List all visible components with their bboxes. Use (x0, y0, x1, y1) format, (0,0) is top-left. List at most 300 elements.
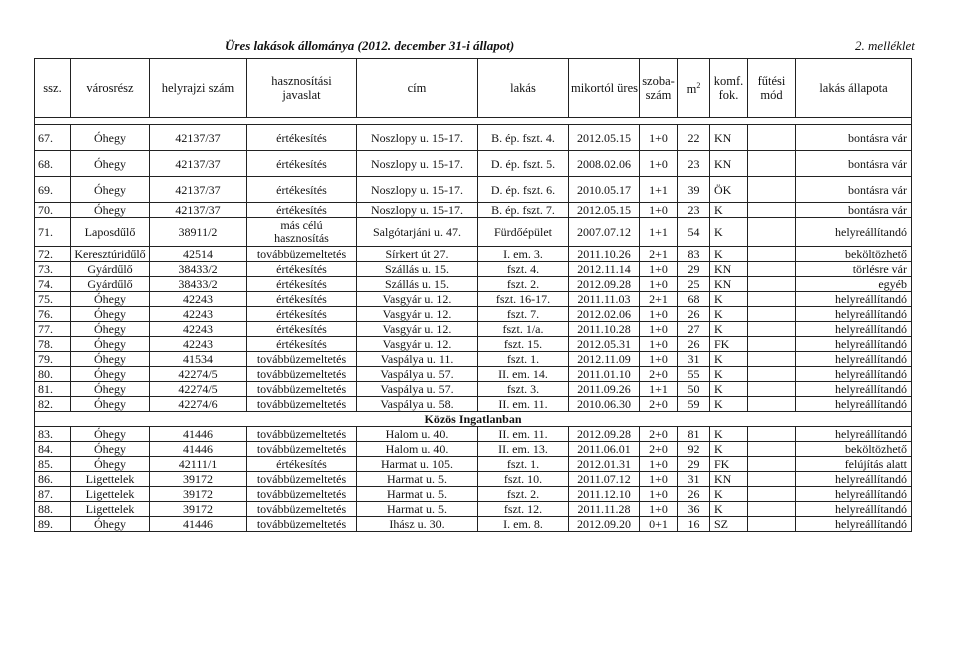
cell-javaslat: értékesítés (247, 292, 357, 307)
cell-mikortol: 2010.06.30 (569, 397, 640, 412)
table-row (35, 487, 912, 502)
table-row (35, 367, 912, 382)
cell-komf: K (710, 367, 748, 382)
cell-allapot: bontásra vár (796, 151, 912, 177)
cell-mikortol: 2010.05.17 (569, 177, 640, 203)
cell-komf: K (710, 203, 748, 218)
cell-ssz: 84. (35, 442, 71, 457)
cell-cim: Harmat u. 5. (357, 487, 478, 502)
cell-futesi (748, 382, 796, 397)
cell-cim: Vasgyár u. 12. (357, 337, 478, 352)
cell-hrsz: 42243 (150, 322, 247, 337)
cell-hrsz: 41446 (150, 442, 247, 457)
cell-komf: K (710, 487, 748, 502)
cell-allapot: beköltözhető (796, 247, 912, 262)
cell-hrsz: 42243 (150, 307, 247, 322)
cell-varosresz: Óhegy (71, 337, 150, 352)
cell-allapot: helyreállítandó (796, 367, 912, 382)
cell-cim: Vaspálya u. 57. (357, 382, 478, 397)
cell-m2: 31 (678, 352, 710, 367)
table-row (35, 442, 912, 457)
cell-hrsz: 42243 (150, 292, 247, 307)
table-row (35, 203, 912, 218)
cell-ssz: 73. (35, 262, 71, 277)
cell-m2: 22 (678, 125, 710, 151)
cell-mikortol: 2011.01.10 (569, 367, 640, 382)
cell-mikortol: 2011.12.10 (569, 487, 640, 502)
cell-cim: Vasgyár u. 12. (357, 307, 478, 322)
cell-m2: 55 (678, 367, 710, 382)
cell-allapot: egyéb (796, 277, 912, 292)
empty-flats-table (34, 58, 912, 532)
cell-javaslat-l1: más célú (280, 218, 323, 232)
cell-allapot: helyreállítandó (796, 517, 912, 532)
cell-cim: Vasgyár u. 12. (357, 322, 478, 337)
col-m2-base: m (686, 82, 697, 97)
cell-futesi (748, 277, 796, 292)
cell-szoba: 2+0 (640, 367, 678, 382)
cell-hrsz: 42137/37 (150, 177, 247, 203)
cell-hrsz: 41446 (150, 517, 247, 532)
cell-lakas: fszt. 1/a. (478, 322, 569, 337)
cell-futesi (748, 427, 796, 442)
table-row (35, 517, 912, 532)
cell-javaslat: értékesítés (247, 125, 357, 151)
col-szoba-l1: szoba- (642, 74, 675, 88)
cell-ssz: 88. (35, 502, 71, 517)
cell-m2: 29 (678, 262, 710, 277)
cell-mikortol: 2008.02.06 (569, 151, 640, 177)
cell-m2: 92 (678, 442, 710, 457)
col-lakas: lakás (478, 59, 569, 118)
table-row (35, 502, 912, 517)
cell-futesi (748, 487, 796, 502)
cell-mikortol: 2011.11.28 (569, 502, 640, 517)
cell-mikortol: 2012.09.20 (569, 517, 640, 532)
cell-futesi (748, 203, 796, 218)
cell-lakas: fszt. 16-17. (478, 292, 569, 307)
cell-hrsz: 42243 (150, 337, 247, 352)
cell-varosresz: Óhegy (71, 382, 150, 397)
cell-varosresz: Ligettelek (71, 472, 150, 487)
cell-mikortol: 2011.09.26 (569, 382, 640, 397)
cell-allapot: helyreállítandó (796, 397, 912, 412)
cell-futesi (748, 307, 796, 322)
cell-lakas: fszt. 1. (478, 457, 569, 472)
cell-cim: Vaspálya u. 58. (357, 397, 478, 412)
cell-komf: K (710, 322, 748, 337)
cell-varosresz: Óhegy (71, 322, 150, 337)
cell-allapot: helyreállítandó (796, 352, 912, 367)
cell-hrsz: 42274/5 (150, 382, 247, 397)
cell-lakas: B. ép. fszt. 7. (478, 203, 569, 218)
cell-m2: 50 (678, 382, 710, 397)
cell-komf: K (710, 502, 748, 517)
cell-futesi (748, 367, 796, 382)
cell-szoba: 1+1 (640, 177, 678, 203)
cell-javaslat: továbbüzemeltetés (247, 382, 357, 397)
cell-szoba: 1+0 (640, 151, 678, 177)
cell-javaslat: továbbüzemeltetés (247, 472, 357, 487)
cell-cim: Ihász u. 30. (357, 517, 478, 532)
cell-ssz: 71. (35, 218, 71, 247)
cell-javaslat: értékesítés (247, 337, 357, 352)
cell-futesi (748, 177, 796, 203)
cell-futesi (748, 517, 796, 532)
cell-hrsz: 38911/2 (150, 218, 247, 247)
cell-lakas: fszt. 2. (478, 277, 569, 292)
cell-allapot: törlésre vár (796, 262, 912, 277)
table-row (35, 352, 912, 367)
cell-ssz: 79. (35, 352, 71, 367)
cell-m2: 25 (678, 277, 710, 292)
cell-varosresz: Gyárdűlő (71, 262, 150, 277)
cell-javaslat: értékesítés (247, 322, 357, 337)
cell-allapot: helyreállítandó (796, 218, 912, 247)
col-szoba (640, 59, 678, 118)
cell-cim: Harmat u. 105. (357, 457, 478, 472)
cell-javaslat: értékesítés (247, 151, 357, 177)
cell-javaslat: továbbüzemeltetés (247, 352, 357, 367)
cell-javaslat-l2: hasznosítás (274, 231, 329, 245)
col-komf-l2: fok. (718, 88, 739, 102)
cell-javaslat: értékesítés (247, 203, 357, 218)
col-javaslat-l2: javaslat (282, 88, 321, 102)
cell-varosresz: Óhegy (71, 307, 150, 322)
cell-allapot: bontásra vár (796, 177, 912, 203)
cell-varosresz: Gyárdűlő (71, 277, 150, 292)
cell-varosresz: Óhegy (71, 352, 150, 367)
cell-komf: K (710, 382, 748, 397)
cell-m2: 29 (678, 457, 710, 472)
cell-komf: KN (710, 277, 748, 292)
cell-varosresz: Óhegy (71, 517, 150, 532)
table-row (35, 382, 912, 397)
table-row (35, 397, 912, 412)
col-varosresz: városrész (71, 59, 150, 118)
cell-mikortol: 2011.06.01 (569, 442, 640, 457)
cell-szoba: 1+1 (640, 382, 678, 397)
col-allapot: lakás állapota (796, 59, 912, 118)
cell-futesi (748, 337, 796, 352)
cell-mikortol: 2011.11.03 (569, 292, 640, 307)
cell-m2: 39 (678, 177, 710, 203)
cell-m2: 36 (678, 502, 710, 517)
col-futesi (748, 59, 796, 118)
cell-szoba: 1+0 (640, 307, 678, 322)
cell-futesi (748, 397, 796, 412)
cell-szoba: 1+0 (640, 277, 678, 292)
cell-mikortol: 2012.05.31 (569, 337, 640, 352)
cell-mikortol: 2012.11.14 (569, 262, 640, 277)
cell-szoba: 1+0 (640, 125, 678, 151)
cell-szoba: 1+0 (640, 487, 678, 502)
cell-ssz: 70. (35, 203, 71, 218)
table-row (35, 427, 912, 442)
cell-m2: 54 (678, 218, 710, 247)
cell-mikortol: 2012.05.15 (569, 203, 640, 218)
cell-javaslat: továbbüzemeltetés (247, 442, 357, 457)
cell-komf: K (710, 218, 748, 247)
cell-javaslat (247, 218, 357, 247)
cell-szoba: 1+0 (640, 203, 678, 218)
cell-mikortol: 2012.02.06 (569, 307, 640, 322)
table-row (35, 177, 912, 203)
cell-lakas: I. em. 8. (478, 517, 569, 532)
cell-javaslat: továbbüzemeltetés (247, 487, 357, 502)
section-label: Közös Ingatlanban (35, 412, 912, 427)
cell-szoba: 1+0 (640, 262, 678, 277)
cell-javaslat: továbbüzemeltetés (247, 517, 357, 532)
cell-hrsz: 38433/2 (150, 277, 247, 292)
cell-varosresz: Laposdűlő (71, 218, 150, 247)
cell-allapot: helyreállítandó (796, 487, 912, 502)
cell-komf: ÖK (710, 177, 748, 203)
col-futesi-l2: mód (760, 88, 783, 102)
cell-allapot: helyreállítandó (796, 427, 912, 442)
cell-m2: 26 (678, 337, 710, 352)
cell-hrsz: 41446 (150, 427, 247, 442)
cell-allapot: helyreállítandó (796, 337, 912, 352)
cell-javaslat: értékesítés (247, 277, 357, 292)
cell-varosresz: Ligettelek (71, 487, 150, 502)
table-row (35, 472, 912, 487)
col-komf (710, 59, 748, 118)
cell-ssz: 77. (35, 322, 71, 337)
cell-ssz: 85. (35, 457, 71, 472)
cell-komf: KN (710, 262, 748, 277)
table-row (35, 262, 912, 277)
cell-hrsz: 38433/2 (150, 262, 247, 277)
cell-mikortol: 2007.07.12 (569, 218, 640, 247)
cell-allapot: helyreállítandó (796, 292, 912, 307)
cell-komf: K (710, 247, 748, 262)
cell-cim: Halom u. 40. (357, 442, 478, 457)
cell-cim: Szállás u. 15. (357, 277, 478, 292)
cell-szoba: 0+1 (640, 517, 678, 532)
cell-ssz: 72. (35, 247, 71, 262)
cell-komf: KN (710, 151, 748, 177)
cell-szoba: 2+1 (640, 247, 678, 262)
cell-allapot: bontásra vár (796, 125, 912, 151)
cell-varosresz: Óhegy (71, 442, 150, 457)
col-ssz: ssz. (35, 59, 71, 118)
cell-lakas: II. em. 13. (478, 442, 569, 457)
col-javaslat (247, 59, 357, 118)
cell-szoba: 2+0 (640, 442, 678, 457)
cell-allapot: felújítás alatt (796, 457, 912, 472)
cell-m2: 68 (678, 292, 710, 307)
cell-javaslat: értékesítés (247, 457, 357, 472)
cell-javaslat: továbbüzemeltetés (247, 247, 357, 262)
cell-lakas: fszt. 12. (478, 502, 569, 517)
cell-komf: KN (710, 472, 748, 487)
cell-komf: FK (710, 337, 748, 352)
cell-cim: Salgótarjáni u. 47. (357, 218, 478, 247)
cell-javaslat: továbbüzemeltetés (247, 502, 357, 517)
col-javaslat-l1: hasznosítási (271, 74, 332, 88)
cell-komf: K (710, 427, 748, 442)
cell-komf: FK (710, 457, 748, 472)
section-row (35, 412, 912, 427)
cell-mikortol: 2011.10.28 (569, 322, 640, 337)
cell-mikortol: 2011.07.12 (569, 472, 640, 487)
cell-javaslat: értékesítés (247, 177, 357, 203)
cell-m2: 16 (678, 517, 710, 532)
cell-mikortol: 2012.11.09 (569, 352, 640, 367)
cell-ssz: 89. (35, 517, 71, 532)
table-row (35, 337, 912, 352)
cell-cim: Harmat u. 5. (357, 472, 478, 487)
cell-ssz: 82. (35, 397, 71, 412)
cell-cim: Halom u. 40. (357, 427, 478, 442)
table-row (35, 457, 912, 472)
cell-cim: Noszlopy u. 15-17. (357, 203, 478, 218)
cell-varosresz: Óhegy (71, 367, 150, 382)
cell-lakas: fszt. 2. (478, 487, 569, 502)
cell-allapot: helyreállítandó (796, 382, 912, 397)
cell-lakas: fszt. 7. (478, 307, 569, 322)
cell-javaslat: továbbüzemeltetés (247, 427, 357, 442)
cell-ssz: 81. (35, 382, 71, 397)
cell-ssz: 76. (35, 307, 71, 322)
cell-m2: 26 (678, 307, 710, 322)
table-row (35, 322, 912, 337)
cell-hrsz: 39172 (150, 472, 247, 487)
cell-lakas: II. em. 11. (478, 427, 569, 442)
header-row (35, 59, 912, 118)
cell-mikortol: 2012.05.15 (569, 125, 640, 151)
cell-lakas: I. em. 3. (478, 247, 569, 262)
cell-komf: SZ (710, 517, 748, 532)
cell-ssz: 68. (35, 151, 71, 177)
table-row (35, 218, 912, 247)
cell-futesi (748, 262, 796, 277)
col-hrsz: helyrajzi szám (150, 59, 247, 118)
cell-cim: Vasgyár u. 12. (357, 292, 478, 307)
cell-futesi (748, 502, 796, 517)
cell-hrsz: 42111/1 (150, 457, 247, 472)
cell-szoba: 1+0 (640, 352, 678, 367)
cell-cim: Szállás u. 15. (357, 262, 478, 277)
cell-futesi (748, 247, 796, 262)
cell-allapot: helyreállítandó (796, 472, 912, 487)
cell-allapot: helyreállítandó (796, 502, 912, 517)
cell-m2: 26 (678, 487, 710, 502)
cell-komf: K (710, 292, 748, 307)
cell-cim: Noszlopy u. 15-17. (357, 177, 478, 203)
cell-ssz: 80. (35, 367, 71, 382)
cell-varosresz: Óhegy (71, 427, 150, 442)
cell-komf: KN (710, 125, 748, 151)
cell-varosresz: Óhegy (71, 397, 150, 412)
cell-komf: K (710, 442, 748, 457)
cell-allapot: beköltözhető (796, 442, 912, 457)
cell-lakas: II. em. 14. (478, 367, 569, 382)
cell-ssz: 74. (35, 277, 71, 292)
cell-futesi (748, 292, 796, 307)
cell-szoba: 1+0 (640, 457, 678, 472)
cell-cim: Vaspálya u. 11. (357, 352, 478, 367)
cell-futesi (748, 457, 796, 472)
cell-lakas: B. ép. fszt. 4. (478, 125, 569, 151)
cell-varosresz: Óhegy (71, 177, 150, 203)
table-row (35, 277, 912, 292)
cell-varosresz: Óhegy (71, 457, 150, 472)
cell-lakas: fszt. 1. (478, 352, 569, 367)
cell-mikortol: 2011.10.26 (569, 247, 640, 262)
cell-cim: Harmat u. 5. (357, 502, 478, 517)
col-m2 (678, 59, 710, 118)
cell-mikortol: 2012.09.28 (569, 427, 640, 442)
cell-futesi (748, 442, 796, 457)
cell-varosresz: Óhegy (71, 203, 150, 218)
cell-lakas: fszt. 4. (478, 262, 569, 277)
cell-lakas: fszt. 10. (478, 472, 569, 487)
cell-szoba: 2+0 (640, 427, 678, 442)
cell-hrsz: 39172 (150, 487, 247, 502)
cell-ssz: 69. (35, 177, 71, 203)
cell-allapot: helyreállítandó (796, 322, 912, 337)
cell-lakas: Fürdőépület (478, 218, 569, 247)
cell-javaslat: értékesítés (247, 262, 357, 277)
cell-szoba: 1+1 (640, 218, 678, 247)
cell-komf: K (710, 397, 748, 412)
cell-futesi (748, 322, 796, 337)
cell-futesi (748, 218, 796, 247)
cell-lakas: fszt. 15. (478, 337, 569, 352)
col-komf-l1: komf. (713, 74, 744, 88)
cell-hrsz: 42137/37 (150, 203, 247, 218)
cell-cim: Sírkert út 27. (357, 247, 478, 262)
cell-varosresz: Óhegy (71, 125, 150, 151)
cell-javaslat: értékesítés (247, 307, 357, 322)
cell-varosresz: Óhegy (71, 292, 150, 307)
cell-m2: 23 (678, 203, 710, 218)
cell-mikortol: 2012.09.28 (569, 277, 640, 292)
table-row (35, 247, 912, 262)
cell-ssz: 87. (35, 487, 71, 502)
cell-m2: 81 (678, 427, 710, 442)
cell-cim: Noszlopy u. 15-17. (357, 151, 478, 177)
cell-m2: 59 (678, 397, 710, 412)
cell-futesi (748, 151, 796, 177)
cell-hrsz: 42137/37 (150, 151, 247, 177)
col-mikortol: mikortól üres (569, 59, 640, 118)
cell-varosresz: Ligettelek (71, 502, 150, 517)
cell-allapot: bontásra vár (796, 203, 912, 218)
cell-allapot: helyreállítandó (796, 307, 912, 322)
cell-szoba: 2+0 (640, 397, 678, 412)
cell-szoba: 1+0 (640, 322, 678, 337)
cell-ssz: 86. (35, 472, 71, 487)
cell-hrsz: 42274/6 (150, 397, 247, 412)
cell-hrsz: 41534 (150, 352, 247, 367)
cell-futesi (748, 472, 796, 487)
table-row (35, 307, 912, 322)
table-body (35, 118, 912, 532)
cell-m2: 83 (678, 247, 710, 262)
cell-varosresz: Óhegy (71, 151, 150, 177)
cell-hrsz: 42274/5 (150, 367, 247, 382)
cell-cim: Noszlopy u. 15-17. (357, 125, 478, 151)
cell-lakas: D. ép. fszt. 6. (478, 177, 569, 203)
cell-lakas: D. ép. fszt. 5. (478, 151, 569, 177)
table-row (35, 151, 912, 177)
cell-ssz: 83. (35, 427, 71, 442)
cell-lakas: II. em. 11. (478, 397, 569, 412)
cell-futesi (748, 125, 796, 151)
